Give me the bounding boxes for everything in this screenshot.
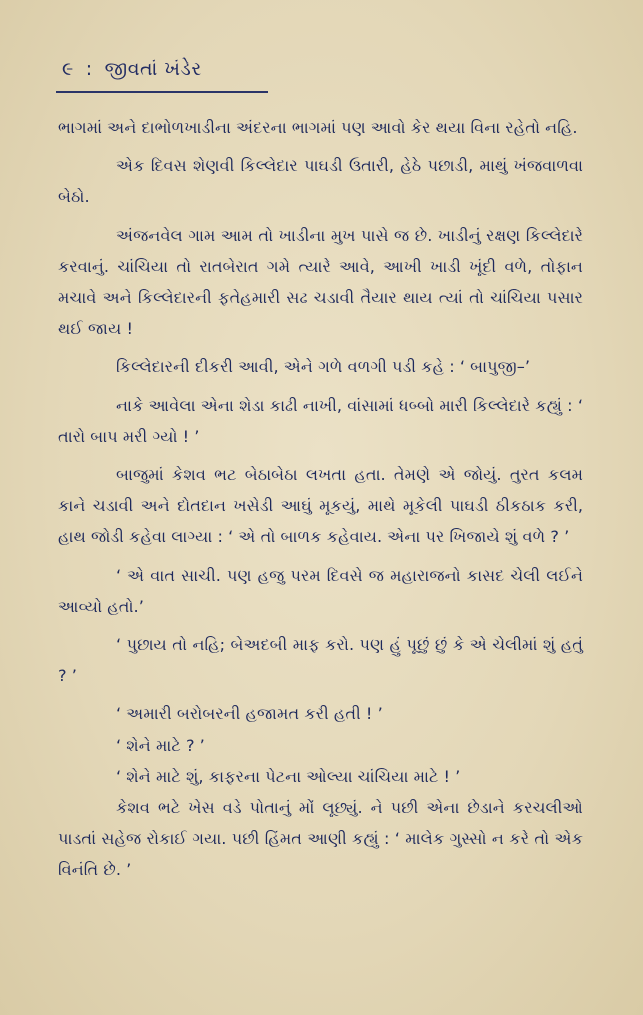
paragraph: અંજનવેલ ગામ આમ તો ખાડીના મુખ પાસે જ છે. ખાડીનું રક્ષણ કિલ્લેદારે કરવાનું. ચાંચિયા તો રાતબેરાત ગમે ત્યારે આવે, આખી ખાડી ખૂંદી વળે, તોફાન મચાવે અને કિલ્લેદારની ફતેહમારી સઢ ચડાવી તૈયાર થાય ત્યાં તો ચાંચિયા પસાર થઈ જાય ! — [58, 225, 583, 339]
paragraph: ‘ પુછાય તો નહિ; બેઅદબી માફ કરો. પણ હું પૂછું છું કે એ ચેલીમાં શું હતું ? ’ — [58, 635, 583, 686]
paragraph: કિલ્લેદારની દીકરી આવી, એને ગળે વળગી પડી કહે : ‘ બાપુજી–’ — [116, 357, 531, 377]
paragraph: એક દિવસ શેણવી કિલ્લેદાર પાઘડી ઉતારી, હેઠે પછાડી, માથું ખંજવાળવા બેઠો. — [58, 156, 583, 207]
header-separator: : — [85, 58, 93, 80]
paragraph: ‘ શેને માટે ? ’ — [116, 735, 205, 755]
paragraph: ‘ એ વાત સાચી. પણ હજુ પરમ દિવસે જ મહારાજનો કાસદ ચેલી લઈને આવ્યો હતો.’ — [58, 565, 583, 616]
page-number: ૯ — [62, 58, 74, 80]
chapter-title: જીવતાં ખંડેર — [104, 58, 202, 80]
header-rule — [56, 91, 268, 93]
paragraph: ‘ શેને માટે શું, કાફરના પેટના ઓલ્યા ચાંચિયા માટે ! ’ — [116, 766, 461, 786]
paragraph: ‘ અમારી બરોબરની હજામત કરી હતી ! ’ — [116, 704, 383, 724]
paragraph: નાકે આવેલા એના શેડા કાઢી નાખી, વાંસામાં ધબ્બો મારી કિલ્લેદારે કહ્યું : ‘ તારો બાપ મરી ગ્યો ! ’ — [58, 395, 583, 446]
running-header — [62, 58, 202, 80]
page-body — [58, 112, 583, 886]
paragraph: ભાગમાં અને દાભોળખાડીના અંદરના ભાગમાં પણ આવો કેર થયા વિના રહેતો નહિ. — [58, 118, 578, 137]
paragraph: કેશવ ભટે ખેસ વડે પોતાનું મોં લૂછ્યું. ને પછી એના છેડાને કરચલીઓ પાડતાં સહેજ રોકાઈ ગયા. પછી હિંમત આણી કહ્યું : ‘ માલેક ગુસ્સો ન કરે તો એક વિનંતિ છે. ’ — [58, 798, 583, 880]
paragraph: બાજુમાં કેશવ ભટ બેઠાબેઠા લખતા હતા. તેમણે એ જોયું. તુરત કલમ કાને ચડાવી અને દોતદાન ખસેડી આઘું મૂકયું, માથે મૂકેલી પાઘડી ઠીકઠાક કરી, હાથ જોડી કહેવા લાગ્યા : ‘ એ તો બાળક કહેવાય. એના પર ખિજાયે શું વળે ? ’ — [58, 465, 583, 547]
